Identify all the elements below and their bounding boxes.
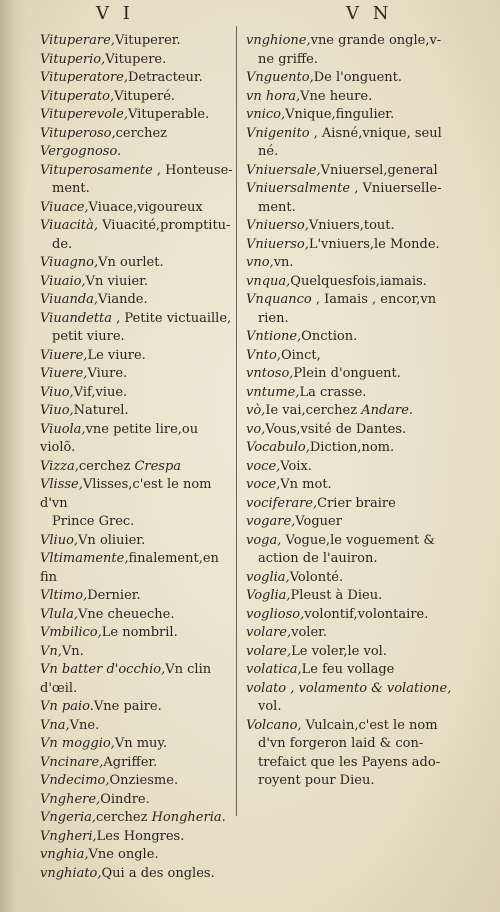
dictionary-entry <box>40 32 234 51</box>
definition: Dernier. <box>87 588 141 603</box>
headword: Vltimamente, <box>40 551 129 566</box>
dictionary-entry <box>246 69 460 88</box>
definition: , Aisné,vnique, seul <box>309 125 442 141</box>
dictionary-entry <box>40 217 234 254</box>
dictionary-entry <box>40 88 234 107</box>
headword: Vltimo, <box>40 588 88 603</box>
definition: L'vniuers,le Monde. <box>308 236 440 252</box>
headword: Vn batter d'occhio, <box>40 662 166 677</box>
dictionary-entry <box>246 217 460 236</box>
dictionary-entry <box>246 606 460 625</box>
definition-continuation: de. <box>52 236 73 252</box>
definition-continuation: ment. <box>52 181 90 196</box>
headword: Vmbilico, <box>40 625 102 640</box>
dictionary-entry <box>246 421 460 440</box>
dictionary-entry <box>246 254 460 273</box>
headword: volato , volamento & volatione, <box>246 680 452 696</box>
headword: volare, <box>246 625 292 640</box>
definition: finalement,en fin <box>40 551 219 585</box>
definition: Vne heure. <box>300 88 373 104</box>
headword: Viuere, <box>40 347 88 363</box>
dictionary-entry <box>246 384 460 403</box>
headword: Viuo, <box>40 384 74 400</box>
headword: vntoso, <box>246 366 294 381</box>
dictionary-entry <box>40 458 234 477</box>
headword: vnqua, <box>246 273 291 289</box>
dictionary-entry <box>246 273 460 292</box>
definition: Volonté. <box>289 569 344 585</box>
headword: vociferare, <box>246 495 318 511</box>
definition: Detracteur. <box>128 70 203 85</box>
dictionary-entry <box>40 661 234 698</box>
column-divider <box>236 26 237 816</box>
dictionary-entry <box>246 476 460 495</box>
dictionary-entry <box>246 458 460 477</box>
dictionary-entry <box>40 254 234 273</box>
definition: Vne. <box>69 717 100 733</box>
definition: Crier braire <box>317 495 396 511</box>
dictionary-entry <box>246 328 460 347</box>
dictionary-entry <box>246 32 460 69</box>
definition-continuation: action de l'auiron. <box>258 551 378 566</box>
dictionary-entry <box>246 347 460 366</box>
headword: vn hora, <box>246 88 301 104</box>
definition: Agriffer. <box>103 754 158 770</box>
headword: voce, <box>246 458 281 474</box>
headword: voga, <box>246 532 282 548</box>
definition: Viuace,vigoureux <box>88 199 203 215</box>
definition: Vne cheueche. <box>77 606 175 622</box>
definition: Voix. <box>280 458 312 474</box>
definition: Vn mot. <box>280 477 332 492</box>
definition: Voguer <box>295 514 342 529</box>
dictionary-entry <box>40 717 234 736</box>
headword: Viuola, <box>40 421 86 437</box>
headword: Vniuerso, <box>246 236 309 252</box>
dictionary-entry <box>246 125 460 162</box>
headword: Vituperio, <box>40 51 106 67</box>
headword: volare, <box>246 643 292 659</box>
definition: Vituperable. <box>128 107 210 122</box>
headword: Vniuersale, <box>246 162 321 178</box>
definition: Le voler,le vol. <box>291 643 387 659</box>
dictionary-entry <box>40 421 234 458</box>
dictionary-entry <box>40 476 234 532</box>
definition: voler. <box>291 625 328 640</box>
dictionary-entry <box>40 291 234 310</box>
headword: Vntione, <box>246 329 302 344</box>
definition-continuation: trefaict que les Payens ado- <box>258 754 441 770</box>
definition: Vif,viue. <box>73 384 128 400</box>
definition: Vous,vsité de Dantes. <box>265 421 407 437</box>
headword: Vnghere, <box>40 791 101 807</box>
dictionary-entry <box>40 273 234 292</box>
definition: Vniuersel,general <box>320 162 438 178</box>
dictionary-entry <box>40 69 234 88</box>
dictionary-entry <box>40 754 234 773</box>
definition: Vituperer. <box>114 33 181 48</box>
definition: Oindre. <box>100 791 150 807</box>
headword: vnghione, <box>246 33 311 48</box>
headword: Vnguento, <box>246 70 314 85</box>
dictionary-entry <box>246 717 460 791</box>
dictionary-entry <box>40 384 234 403</box>
dictionary-entry <box>40 347 234 366</box>
definition-continuation: royent pour Dieu. <box>258 773 375 788</box>
dictionary-entry <box>246 513 460 532</box>
dictionary-entry <box>40 698 234 717</box>
definition-continuation: né. <box>258 144 279 159</box>
definition: Vogue,le voguement & <box>281 532 435 548</box>
cross-reference: Crespa <box>134 458 182 474</box>
definition-continuation: Prince Grec. <box>52 514 135 529</box>
dictionary-entry <box>40 365 234 384</box>
dictionary-entry <box>246 365 460 384</box>
dictionary-entry <box>246 236 460 255</box>
cross-reference: Andare. <box>361 403 414 418</box>
definition-continuation: d'vn forgeron laid & con- <box>258 736 424 751</box>
definition: Le feu vollage <box>301 662 395 677</box>
dictionary-entry <box>246 88 460 107</box>
dictionary-entry <box>246 291 460 328</box>
definition-continuation: ne griffe. <box>258 51 318 67</box>
definition: Oinct, <box>280 347 321 363</box>
definition: cerchez <box>96 810 152 825</box>
definition: La crasse. <box>299 384 367 400</box>
definition: vne petite lire,ou violõ. <box>40 421 199 455</box>
dictionary-entry <box>246 106 460 125</box>
definition: Viande. <box>98 292 148 307</box>
right-column <box>246 32 460 791</box>
headword: vnghia, <box>40 847 89 862</box>
definition: Les Hongres. <box>96 828 185 844</box>
dictionary-entry <box>246 661 460 680</box>
headword: Viuaio, <box>40 273 86 289</box>
headword: Vituperato, <box>40 88 115 104</box>
headword: Vniuersalmente <box>246 181 351 196</box>
dictionary-entry <box>40 624 234 643</box>
headword: Vniuerso, <box>246 218 309 233</box>
headword: Vituperoso, <box>40 125 116 141</box>
headword: Vn paio. <box>40 699 94 714</box>
page-header-right: V N <box>346 3 393 24</box>
dictionary-entry <box>40 828 234 847</box>
definition-continuation: vol. <box>258 699 282 714</box>
definition: , Honteuse- <box>152 162 233 178</box>
definition: Vn oliuier. <box>78 532 146 548</box>
headword: Vncinare, <box>40 754 104 770</box>
dictionary-entry <box>246 495 460 514</box>
dictionary-entry <box>40 846 234 865</box>
dictionary-entry <box>246 587 460 606</box>
headword: Viuere, <box>40 366 88 381</box>
definition: Plein d'onguent. <box>293 366 401 381</box>
headword: vò, <box>246 403 266 418</box>
headword: vntume, <box>246 384 300 400</box>
headword: Voglia, <box>246 588 291 603</box>
definition: Diction,nom. <box>309 440 395 455</box>
definition: Viuacité,promptitu- <box>98 218 231 233</box>
headword: voglioso, <box>246 606 305 622</box>
definition: Vne paire. <box>93 699 162 714</box>
headword: Vliuo, <box>40 532 79 548</box>
dictionary-entry <box>40 809 234 828</box>
definition: , Iamais , encor,vn <box>311 292 437 307</box>
headword: voce, <box>246 477 281 492</box>
dictionary-entry <box>40 735 234 754</box>
headword: Vituperare, <box>40 33 115 48</box>
headword: Vizza, <box>40 458 79 474</box>
definition: Pleust à Dieu. <box>290 588 383 603</box>
definition: Qui a des ongles. <box>101 865 215 881</box>
headword: Vngheri, <box>40 828 97 844</box>
headword: Vngeria, <box>40 810 97 825</box>
headword: Vn moggio, <box>40 736 115 751</box>
dictionary-entry <box>40 162 234 199</box>
dictionary-entry <box>246 402 460 421</box>
headword: vno, <box>246 255 274 270</box>
headword: Vituperatore, <box>40 70 128 85</box>
dictionary-entry <box>40 772 234 791</box>
dictionary-entry <box>40 606 234 625</box>
definition: Vulcain,c'est le nom <box>301 717 438 733</box>
dictionary-entry <box>246 680 460 717</box>
definition: Vitupere. <box>105 51 167 67</box>
headword: Viuacità, <box>40 218 98 233</box>
dictionary-entry <box>40 310 234 347</box>
headword: Vlula, <box>40 606 78 622</box>
definition: , Petite victuaille, <box>112 310 232 326</box>
definition: Vnique,fingulier. <box>285 107 395 122</box>
definition: , Vniuerselle- <box>350 181 442 196</box>
dictionary-entry <box>40 51 234 70</box>
dictionary-entry <box>40 643 234 662</box>
cross-reference: Vergognoso. <box>40 144 122 159</box>
definition: Vn ourlet. <box>98 255 164 270</box>
headword: Viuagno, <box>40 255 99 270</box>
headword: Vn, <box>40 643 62 659</box>
definition: Vituperé. <box>114 88 176 104</box>
dictionary-entry <box>40 402 234 421</box>
definition: cerchez <box>115 125 167 141</box>
definition: Vn clin d'œil. <box>40 662 212 696</box>
left-column <box>40 32 234 883</box>
headword: Vituperosamente <box>40 162 153 178</box>
dictionary-entry <box>246 180 460 217</box>
dictionary-entry <box>40 199 234 218</box>
headword: Viuandetta <box>40 310 113 326</box>
definition: vn. <box>273 255 294 270</box>
headword: vnghiato, <box>40 865 102 881</box>
definition: volontif,volontaire. <box>304 606 429 622</box>
dictionary-entry <box>246 624 460 643</box>
definition: Vn muy. <box>114 736 168 751</box>
dictionary-entry <box>40 532 234 551</box>
dictionary-entry <box>40 865 234 884</box>
headword: Vocabulo, <box>246 440 310 455</box>
dictionary-entry <box>246 569 460 588</box>
definition: Vlisses,c'est le nom d'vn <box>40 477 212 511</box>
definition: Vniuers,tout. <box>308 218 395 233</box>
headword: Vndecimo, <box>40 773 110 788</box>
definition: Vne ongle. <box>88 847 159 862</box>
definition: Onziesme. <box>109 773 179 788</box>
dictionary-entry <box>40 550 234 587</box>
definition-continuation: ment. <box>258 199 296 215</box>
headword: vnico, <box>246 107 286 122</box>
definition: Ie vai,cerchez <box>265 403 362 418</box>
dictionary-entry <box>246 643 460 662</box>
headword: Vlisse, <box>40 477 83 492</box>
definition: Quelquesfois,iamais. <box>290 273 427 289</box>
definition: Le nombril. <box>101 625 178 640</box>
dictionary-entry <box>40 587 234 606</box>
definition: De l'onguent. <box>313 70 403 85</box>
page-header-left: V I <box>96 3 134 24</box>
headword: Vnigenito <box>246 125 310 141</box>
headword: voglia, <box>246 569 290 585</box>
definition: Onction. <box>301 329 358 344</box>
headword: Vnto, <box>246 347 281 363</box>
headword: Vituperevole, <box>40 107 128 122</box>
definition-continuation: rien. <box>258 310 289 326</box>
headword: vogare, <box>246 514 296 529</box>
definition: Vn. <box>61 643 84 659</box>
cross-reference: Hongheria. <box>151 810 226 825</box>
headword: volatica, <box>246 662 302 677</box>
definition: Naturel. <box>73 403 129 418</box>
dictionary-entry <box>246 439 460 458</box>
definition: Le viure. <box>87 347 146 363</box>
headword: Vnquanco <box>246 292 312 307</box>
dictionary-entry <box>40 106 234 125</box>
definition: Viure. <box>87 366 128 381</box>
dictionary-entry <box>40 791 234 810</box>
dictionary-entry <box>246 532 460 569</box>
definition: vne grande ongle,v- <box>310 33 442 48</box>
headword: vo, <box>246 421 266 437</box>
definition: cerchez <box>78 458 135 474</box>
definition-continuation: petit viure. <box>52 329 125 344</box>
dictionary-entry <box>40 125 234 162</box>
headword: Viuace, <box>40 199 89 215</box>
dictionary-entry <box>246 162 460 181</box>
headword: Volcano, <box>246 717 302 733</box>
headword: Viuo, <box>40 403 74 418</box>
headword: Vna, <box>40 717 70 733</box>
definition: Vn viuier. <box>85 273 149 289</box>
headword: Viuanda, <box>40 292 99 307</box>
